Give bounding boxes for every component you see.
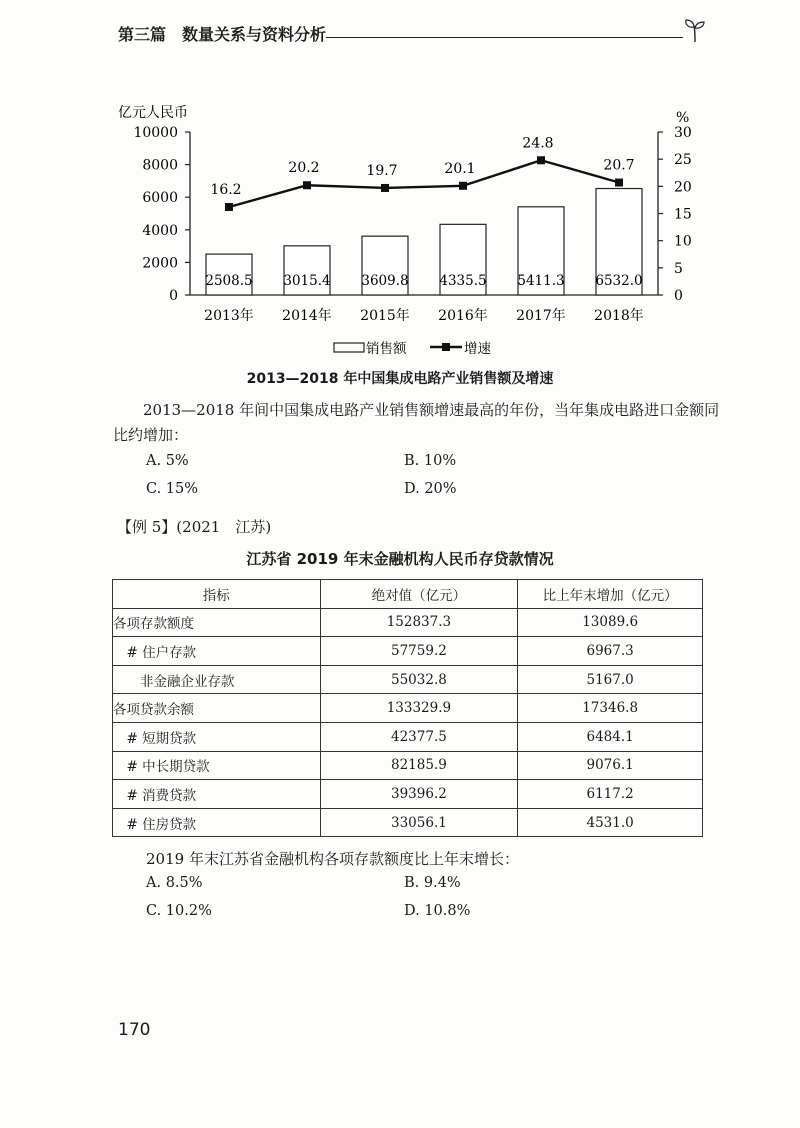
sprout-icon: [680, 16, 710, 46]
sales-growth-chart: [0, 95, 800, 363]
row-absolute: 82185.9: [320, 751, 518, 780]
growth-label: 16.2: [210, 181, 242, 198]
sales-bar-label: 6532.0: [595, 273, 643, 289]
row-label: # 中长期贷款: [113, 751, 321, 780]
row-absolute: 42377.5: [320, 722, 518, 751]
growth-point: [225, 203, 233, 211]
growth-label: 20.7: [603, 157, 635, 174]
row-increase: 9076.1: [518, 751, 703, 780]
right-tick-label: 15: [674, 206, 692, 223]
right-tick-label: 30: [674, 125, 692, 141]
row-absolute: 152837.3: [320, 608, 518, 637]
deposit-loan-table: [112, 579, 703, 837]
q2-option-a[interactable]: A. 8.5%: [146, 875, 203, 891]
row-increase: 4531.0: [518, 808, 703, 837]
growth-label: 20.1: [444, 160, 476, 177]
row-label: 各项存款额度: [113, 608, 321, 637]
right-tick-label: 10: [674, 233, 692, 250]
legend-bar-label: 销售额: [366, 341, 407, 357]
table-row: [113, 808, 703, 837]
row-absolute: 133329.9: [320, 694, 518, 723]
legend-line-marker: [442, 343, 450, 351]
sales-bar-label: 2508.5: [205, 273, 253, 289]
sales-bar-label: 3015.4: [283, 273, 331, 289]
growth-point: [381, 184, 389, 192]
sales-bar-label: 5411.3: [517, 273, 565, 289]
right-tick-label: 25: [674, 152, 692, 169]
growth-point: [615, 179, 623, 187]
growth-label: 24.8: [522, 135, 554, 152]
sales-bar-label: 3609.8: [361, 273, 409, 289]
left-tick-label: 10000: [133, 125, 178, 141]
row-label: # 住房贷款: [113, 808, 321, 837]
row-absolute: 39396.2: [320, 780, 518, 809]
row-increase: 13089.6: [518, 608, 703, 637]
q1-option-d[interactable]: D. 20%: [404, 481, 457, 497]
right-axis-label: %: [676, 110, 690, 126]
chapter-title: 第三篇 数量关系与资料分析: [118, 25, 327, 44]
row-absolute: 33056.1: [320, 808, 518, 837]
row-increase: 6484.1: [518, 722, 703, 751]
x-tick-label: 2018年: [594, 308, 644, 324]
header-rule: [326, 37, 683, 38]
row-increase: 5167.0: [518, 665, 703, 694]
q1-option-c[interactable]: C. 15%: [146, 481, 199, 497]
header-absolute-value: 绝对值（亿元）: [320, 580, 518, 609]
q1-option-b[interactable]: B. 10%: [404, 453, 457, 469]
growth-label: 20.2: [288, 160, 320, 177]
left-tick-label: 2000: [142, 255, 178, 272]
table-header-row: [113, 580, 703, 609]
row-label: 非金融企业存款: [113, 665, 321, 694]
question1-stem: 2013—2018 年间中国集成电路产业销售额增速最高的年份，当年集成电路进口金额同比约增加：: [113, 401, 720, 444]
table-row: [113, 637, 703, 666]
row-absolute: 57759.2: [320, 637, 518, 666]
right-tick-label: 20: [674, 179, 692, 196]
legend-line-label: 增速: [464, 341, 491, 357]
left-axis-label: 亿元人民币: [118, 105, 188, 121]
x-tick-label: 2013年: [204, 308, 254, 324]
row-increase: 17346.8: [518, 694, 703, 723]
left-tick-label: 8000: [142, 157, 178, 174]
page-number: 170: [118, 1020, 151, 1040]
header-increase: 比上年末增加（亿元）: [518, 580, 703, 609]
q2-option-d[interactable]: D. 10.8%: [404, 903, 471, 919]
row-label: # 消费贷款: [113, 780, 321, 809]
row-label: # 短期贷款: [113, 722, 321, 751]
x-tick-label: 2014年: [282, 308, 332, 324]
growth-point: [537, 156, 545, 164]
growth-point: [303, 181, 311, 189]
table-row: [113, 780, 703, 809]
x-tick-label: 2016年: [438, 308, 488, 324]
right-tick-label: 0: [674, 288, 683, 304]
x-tick-label: 2015年: [360, 308, 410, 324]
table-title: 江苏省 2019 年末金融机构人民币存贷款情况: [246, 550, 554, 568]
row-label: 各项贷款余额: [113, 694, 321, 723]
q2-option-c[interactable]: C. 10.2%: [146, 903, 212, 919]
left-tick-label: 6000: [142, 190, 178, 207]
chart-caption: 2013—2018 年中国集成电路产业销售额及增速: [246, 371, 554, 387]
table-row: [113, 694, 703, 723]
q1-option-a[interactable]: A. 5%: [146, 453, 189, 469]
left-tick-label: 0: [169, 288, 178, 304]
table-row: [113, 751, 703, 780]
question2-stem: 2019 年末江苏省金融机构各项存款额度比上年末增长：: [146, 850, 519, 868]
row-label: # 住户存款: [113, 637, 321, 666]
q2-option-b[interactable]: B. 9.4%: [404, 875, 461, 891]
header-indicator: 指标: [113, 580, 321, 609]
right-tick-label: 5: [674, 260, 683, 277]
x-tick-label: 2017年: [516, 308, 566, 324]
table-row: [113, 665, 703, 694]
table-row: [113, 608, 703, 637]
row-absolute: 55032.8: [320, 665, 518, 694]
example-label: 【例 5】(2021 江苏): [117, 518, 272, 536]
legend-bar-swatch: [334, 343, 364, 352]
sales-bar-label: 4335.5: [439, 273, 487, 289]
table-row: [113, 722, 703, 751]
left-tick-label: 4000: [142, 222, 178, 239]
growth-label: 19.7: [366, 162, 398, 179]
row-increase: 6117.2: [518, 780, 703, 809]
growth-point: [459, 182, 467, 190]
row-increase: 6967.3: [518, 637, 703, 666]
